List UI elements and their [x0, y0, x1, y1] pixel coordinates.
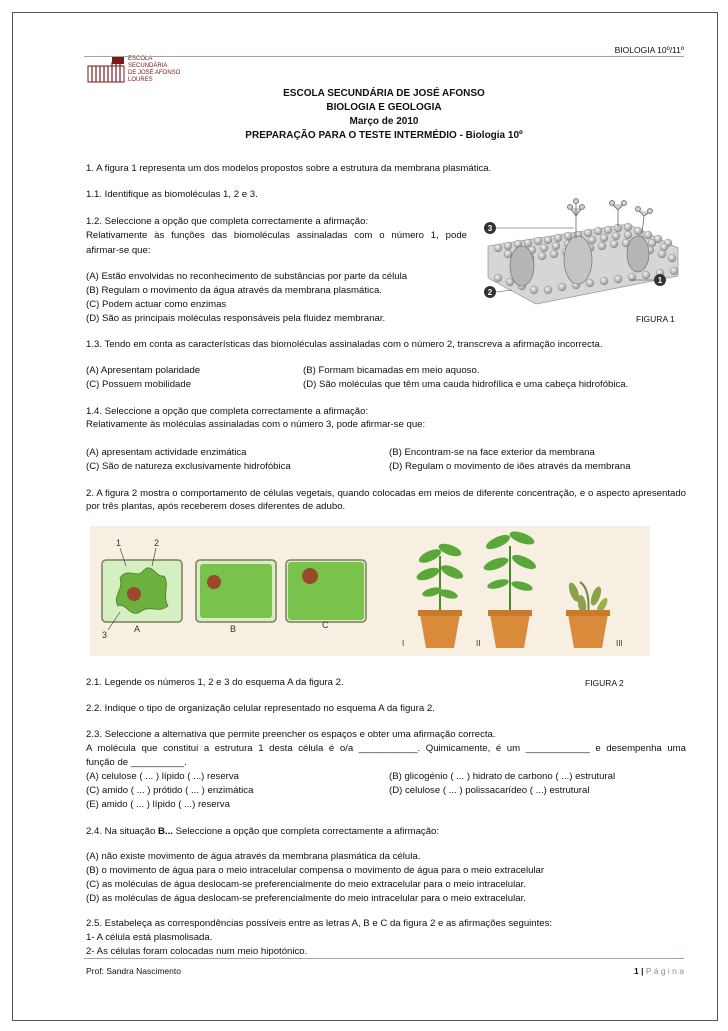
fig1-label-2: 2: [487, 288, 493, 297]
q2-4-rest: Seleccione a opção que completa correctamente a afirmação:: [172, 826, 440, 837]
q1-4-option-b: (B) Encontram-se na face exterior da membrana: [389, 447, 595, 458]
figure-2-caption: FIGURA 2: [585, 678, 624, 688]
page-word: P á g i n a: [645, 966, 684, 976]
q2-4: [86, 825, 439, 838]
fig1-label-3: 3: [487, 224, 493, 233]
fig2-label-C: C: [322, 620, 329, 630]
fig2-label-A: A: [134, 624, 141, 634]
q1-2-option-c: (C) Podem actuar como enzimas: [86, 299, 227, 310]
q2-3-stem: A molécula que constitui a estrutura 1 desta célula é o/a ___________. Quimicamente, é um ____________ e desempenha uma: [86, 743, 686, 754]
q2-5-item-2: 2- As células foram colocadas num meio hipotónico.: [86, 946, 308, 957]
q1-3-option-b: (B) Formam bicamadas em meio aquoso.: [303, 365, 480, 376]
q2-4-situation: B...: [158, 826, 173, 837]
q1-3-option-d: (D) São moléculas que têm uma cauda hidrofílica e uma cabeça hidrofóbica.: [303, 379, 629, 390]
logo-text-4: LOURES: [128, 77, 153, 83]
q2-1: 2.1. Legende os números 1, 2 e 3 do esquema A da figura 2.: [86, 677, 344, 688]
school-logo: [86, 52, 204, 88]
header-divider: [84, 56, 684, 57]
q2-3-option-a: (A) celulose ( ... ) lípido ( ...) reserva: [86, 771, 240, 782]
q2-3-stem-2: função de __________.: [86, 757, 187, 768]
q1-4-option-a: (A) apresentam actividade enzimática: [86, 447, 247, 458]
q2-2: 2.2. Indique o tipo de organização celular representado no esquema A da figura 2.: [86, 703, 435, 714]
fig2-label-II: II: [476, 639, 481, 648]
test-title: PREPARAÇÃO PARA O TESTE INTERMÉDIO - Biologia 10º: [245, 130, 523, 141]
figure-1-caption: FIGURA 1: [636, 314, 675, 324]
q2-4-option-a: (A) não existe movimento de água através da membrana plasmática da célula.: [86, 851, 421, 862]
q2-5: 2.5. Estabeleça as correspondências possíveis entre as letras A, B e C da figura 2 e as afirmações seguintes:: [86, 918, 553, 929]
q1-2-stem: Relativamente às funções das biomoléculas assinaladas com o número 1, pode: [86, 230, 467, 241]
footer-author: Prof: Sandra Nascimento: [86, 966, 181, 976]
q1-4-option-d: (D) Regulam o movimento de iões através da membrana: [389, 461, 631, 472]
q1-1: 1.1. Identifique as biomoléculas 1, 2 e 3.: [86, 189, 258, 200]
fig2-label-2: 2: [154, 538, 160, 548]
q2-4-prefix: 2.4. Na situação: [86, 826, 158, 837]
footer-page: [634, 965, 684, 978]
q1-4-stem: Relativamente às moléculas assinaladas com o número 3, pode afirmar-se que:: [86, 419, 426, 430]
q2-3-option-d: (D) celulose ( ... ) polissacarídeo ( ...) estrutural: [389, 785, 590, 796]
q2-3-option-e: (E) amido ( ... ) lípido ( ...) reserva: [86, 799, 230, 810]
q1-3-option-c: (C) Possuem mobilidade: [86, 379, 192, 390]
fig2-label-3: 3: [102, 630, 108, 640]
q1-4: 1.4. Seleccione a opção que completa correctamente a afirmação:: [86, 406, 369, 417]
page-separator: |: [641, 966, 644, 976]
subject-title: BIOLOGIA E GEOLOGIA: [326, 102, 442, 113]
q1-intro: 1. A figura 1 representa um dos modelos propostos sobre a estrutura da membrana plasmática.: [86, 163, 492, 174]
logo-text-1: ESCOLA: [128, 56, 153, 62]
q2-3-option-b: (B) glicogénio ( ... ) hidrato de carbono ( ...) estrutural: [389, 771, 616, 782]
q2-4-option-d: (D) as moléculas de água deslocam-se preferencialmente do meio intracelular para o meio extracelular.: [86, 893, 526, 904]
q2-3-option-c: (C) amido ( ... ) prótido ( ... ) enzimática: [86, 785, 254, 796]
figure-1-membrane-diagram: [478, 186, 684, 312]
q2-intro: 2. A figura 2 mostra o comportamento de células vegetais, quando colocadas em meios de diferente concentração, e o aspecto apresentado por três plantas, após receberem doses diferentes de adubo.: [86, 488, 686, 512]
date-title: Março de 2010: [349, 116, 419, 127]
fig2-label-I: I: [402, 639, 405, 648]
fig2-label-B: B: [230, 624, 237, 634]
q1-2: 1.2. Seleccione a opção que completa correctamente a afirmação:: [86, 216, 369, 227]
fig1-label-1: 1: [657, 276, 663, 285]
q2-3: 2.3. Seleccione a alternativa que permite preencher os espaços e obter uma afirmação correcta.: [86, 729, 496, 740]
q2-4-option-b: (B) o movimento de água para o meio intracelular compensa o movimento de água para o meio extracelular: [86, 865, 545, 876]
q2-4-option-c: (C) as moléculas de água deslocam-se preferencialmente do meio extracelular para o meio intracelular.: [86, 879, 526, 890]
logo-text-2: SECUNDÁRIA: [128, 63, 168, 69]
q1-2-option-a: (A) Estão envolvidas no reconhecimento de substâncias por parte da célula: [86, 271, 408, 282]
q1-4-option-c: (C) São de natureza exclusivamente hidrofóbica: [86, 461, 291, 472]
q1-2-stem-2: afirmar-se que:: [86, 245, 151, 256]
footer-divider: [84, 958, 684, 959]
q1-2-option-d: (D) São as principais moléculas responsáveis pela fluidez membranar.: [86, 313, 386, 324]
q1-3-option-a: (A) Apresentam polaridade: [86, 365, 201, 376]
fig2-label-III: III: [616, 639, 623, 648]
q1-3: 1.3. Tendo em conta as características das biomoléculas assinaladas com o número 2, transcreva a afirmação incorrecta.: [86, 339, 603, 350]
page-number: 1: [634, 966, 639, 976]
logo-text-3: DE JOSÉ AFONSO: [128, 70, 181, 76]
school-title: ESCOLA SECUNDÁRIA DE JOSÉ AFONSO: [283, 88, 485, 99]
fig2-label-1: 1: [116, 538, 122, 548]
q2-5-item-1: 1- A célula está plasmolisada.: [86, 932, 213, 943]
figure-2-cells-and-plants: [90, 526, 650, 656]
header-subject: BIOLOGIA 10º/11º: [614, 45, 684, 55]
q1-2-option-b: (B) Regulam o movimento da água através da membrana plasmática.: [86, 285, 382, 296]
